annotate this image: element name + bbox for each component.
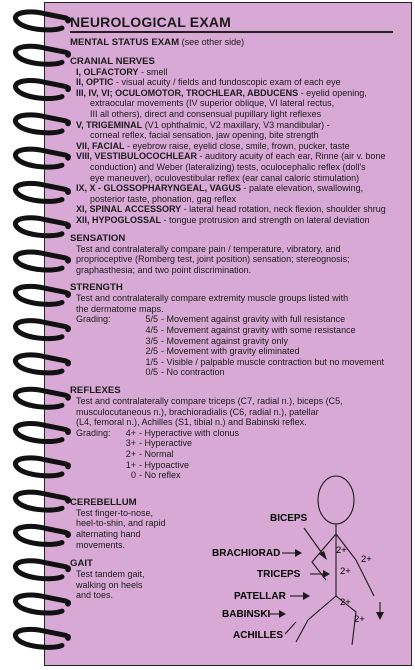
mental-status-heading: MENTAL STATUS EXAM xyxy=(70,37,180,48)
grading-label: Grading: xyxy=(76,427,111,438)
brachiorad-value: 2+ xyxy=(361,554,372,565)
reflexes-heading: REFLEXES xyxy=(70,385,121,397)
figure-right-arm xyxy=(336,534,374,596)
cranial-nerves-heading: CRANIAL NERVES xyxy=(70,55,155,67)
page-title: NEUROLOGICAL EXAM xyxy=(70,14,232,30)
plantar-downgoing-arrow-icon xyxy=(376,612,384,620)
cranial-nerve-text: (V1 ophthalmic, V2 maxillary, V3 mandibular) - xyxy=(142,119,330,130)
brachiorad-arrow-head xyxy=(295,549,302,557)
grade-description: - Movement against gravity only xyxy=(161,335,289,346)
grade-description: - Hypoactive xyxy=(139,459,190,470)
gait-line: walking on heels xyxy=(76,579,143,590)
reflexes-line: (L4, femoral n.), Achilles (S1, tibial n.) and Babinski reflex. xyxy=(76,417,307,428)
grade-description: - No reflex xyxy=(139,470,181,481)
cranial-nerve-label: I, OLFACTORY xyxy=(76,66,139,77)
cranial-nerve-label: V, TRIGEMINAL xyxy=(76,119,143,130)
sensation-line: Test and contralaterally compare pain / temperature, vibratory, and xyxy=(76,243,341,254)
sensation-line: graphasthesia; and two point discrimination. xyxy=(76,264,252,275)
figure-left-leg xyxy=(296,596,336,642)
grade-description: - Visible / palpable muscle contraction but no movement xyxy=(161,356,384,367)
cerebellum-line: movements. xyxy=(76,539,126,550)
triceps-label: TRICEPS xyxy=(257,569,301,580)
cranial-nerve-text: - eyebrow raise, eyelid close, smile, frown, pucker, taste xyxy=(124,140,350,151)
grade-value: 5/5 xyxy=(145,314,158,325)
cranial-nerve-label: XII, HYPOGLOSSAL xyxy=(76,214,162,225)
cerebellum-heading: CEREBELLUM xyxy=(70,496,137,508)
sensation-heading: SENSATION xyxy=(70,232,126,244)
grade-value: 1+ xyxy=(125,459,136,470)
grade-value: 3/5 xyxy=(145,335,158,346)
grade-value: 1/5 xyxy=(145,356,158,367)
sensation-line: proprioceptive (Romberg test, joint position) sensation; stereognosis; xyxy=(76,254,350,265)
cerebellum-line: Test finger-to-nose, xyxy=(76,507,154,518)
cranial-nerve-label: VIII, VESTIBULOCOCHLEAR xyxy=(76,151,198,162)
cranial-nerve-text: - tongue protrusion and strength on lateral deviation xyxy=(161,214,370,225)
cranial-nerve-text: - eyelid opening, xyxy=(298,87,367,98)
gait-heading: GAIT xyxy=(70,558,93,570)
cranial-nerve-continuation: III all others), direct and consensual pupillary light reflexes xyxy=(90,108,322,119)
cerebellum-line: alternating hand xyxy=(76,528,141,539)
babinski-label: BABINSKI xyxy=(222,609,271,620)
babinski-arrow-head xyxy=(279,610,286,618)
gait-line: Test tandem gait, xyxy=(76,569,145,580)
reflexes-line: Test and contralaterally compare triceps (C7, radial n.), biceps (C5, xyxy=(76,396,343,407)
figure-head xyxy=(318,476,354,524)
cranial-nerve-continuation: eye maneuver), oculovestibular reflex (ear canal caloric stimulation) xyxy=(90,172,360,183)
grade-description: - Movement with gravity eliminated xyxy=(161,346,300,357)
biceps-pointer xyxy=(304,528,324,556)
cranial-nerve-label: IX, X - GLOSSOPHARYNGEAL, VAGUS xyxy=(76,183,242,194)
cranial-nerve-continuation: corneal reflex, facial sensation, jaw opening, bite strength xyxy=(90,130,319,141)
achilles-value: 2+ xyxy=(354,614,365,625)
grade-description: - Movement against gravity with full resistance xyxy=(161,314,346,325)
grade-description: - No contraction xyxy=(161,367,225,378)
strength-line: Test and contralaterally compare extremity muscle groups listed with xyxy=(76,293,349,304)
cranial-nerve-text: - smell xyxy=(138,66,168,77)
brachiorad-label: BRACHIORAD xyxy=(212,548,281,559)
cranial-nerve-label: XI, SPINAL ACCESSORY xyxy=(76,204,182,215)
cranial-nerve-continuation: conduction) and Weber (lateralizing) tests, oculocephalic reflex (doll's xyxy=(90,161,366,172)
grade-value: 2/5 xyxy=(145,346,158,357)
cranial-nerve-text: - palate elevation, swallowing, xyxy=(241,183,364,194)
cranial-nerve-text: - auditory acuity of each ear, Rinne (air v. bone xyxy=(197,151,386,162)
grade-value: 4+ xyxy=(125,427,136,438)
cranial-nerve-label: III, IV, VI; OCULOMOTOR, TROCHLEAR, ABDUCENS xyxy=(76,87,299,98)
gait-line: and toes. xyxy=(76,590,114,601)
grade-value: 3+ xyxy=(125,438,136,449)
mental-status-note: (see other side) xyxy=(179,37,245,47)
patellar-value: 2+ xyxy=(340,597,351,608)
cerebellum-line: heel-to-shin, and rapid xyxy=(76,518,166,529)
cranial-nerve-label: VII, FACIAL xyxy=(76,140,125,151)
grade-value: 2+ xyxy=(125,449,136,459)
grade-value: 0/5 xyxy=(145,367,158,378)
achilles-pointer xyxy=(285,622,296,634)
cranial-nerve-continuation: extraocular movements (IV superior oblique, VI lateral rectus, xyxy=(90,98,335,109)
cranial-nerve-label: II, OPTIC xyxy=(76,77,114,88)
strength-line: the dermatome maps. xyxy=(76,303,164,314)
grading-label: Grading: xyxy=(76,314,111,325)
grade-description: - Hyperactive with clonus xyxy=(139,427,240,438)
grade-description: - Hyperactive xyxy=(139,438,193,449)
patellar-label: PATELLAR xyxy=(234,591,286,602)
grade-value: 4/5 xyxy=(145,325,158,336)
biceps-label: BICEPS xyxy=(270,513,308,524)
cranial-nerve-continuation: posterior taste, phonation, gag reflex xyxy=(90,193,237,204)
triceps-arrow-head xyxy=(323,570,330,578)
strength-heading: STRENGTH xyxy=(70,282,123,294)
cranial-nerve-text: - visual acuity / fields and fundoscopic exam of each eye xyxy=(113,77,341,88)
reflexes-line: musculocutaneous n.), brachioradialis (C6, radial n.), patellar xyxy=(76,406,319,417)
triceps-value: 2+ xyxy=(340,566,351,577)
grade-value: 0 xyxy=(130,470,136,481)
grade-description: - Movement against gravity with some resistance xyxy=(161,325,356,336)
achilles-label: ACHILLES xyxy=(233,630,283,641)
grade-description: - Normal xyxy=(139,449,174,459)
cranial-nerve-text: - lateral head rotation, neck flexion, shoulder shrug xyxy=(181,204,386,215)
biceps-value: 2+ xyxy=(336,545,347,556)
patellar-arrow-head xyxy=(303,592,310,600)
